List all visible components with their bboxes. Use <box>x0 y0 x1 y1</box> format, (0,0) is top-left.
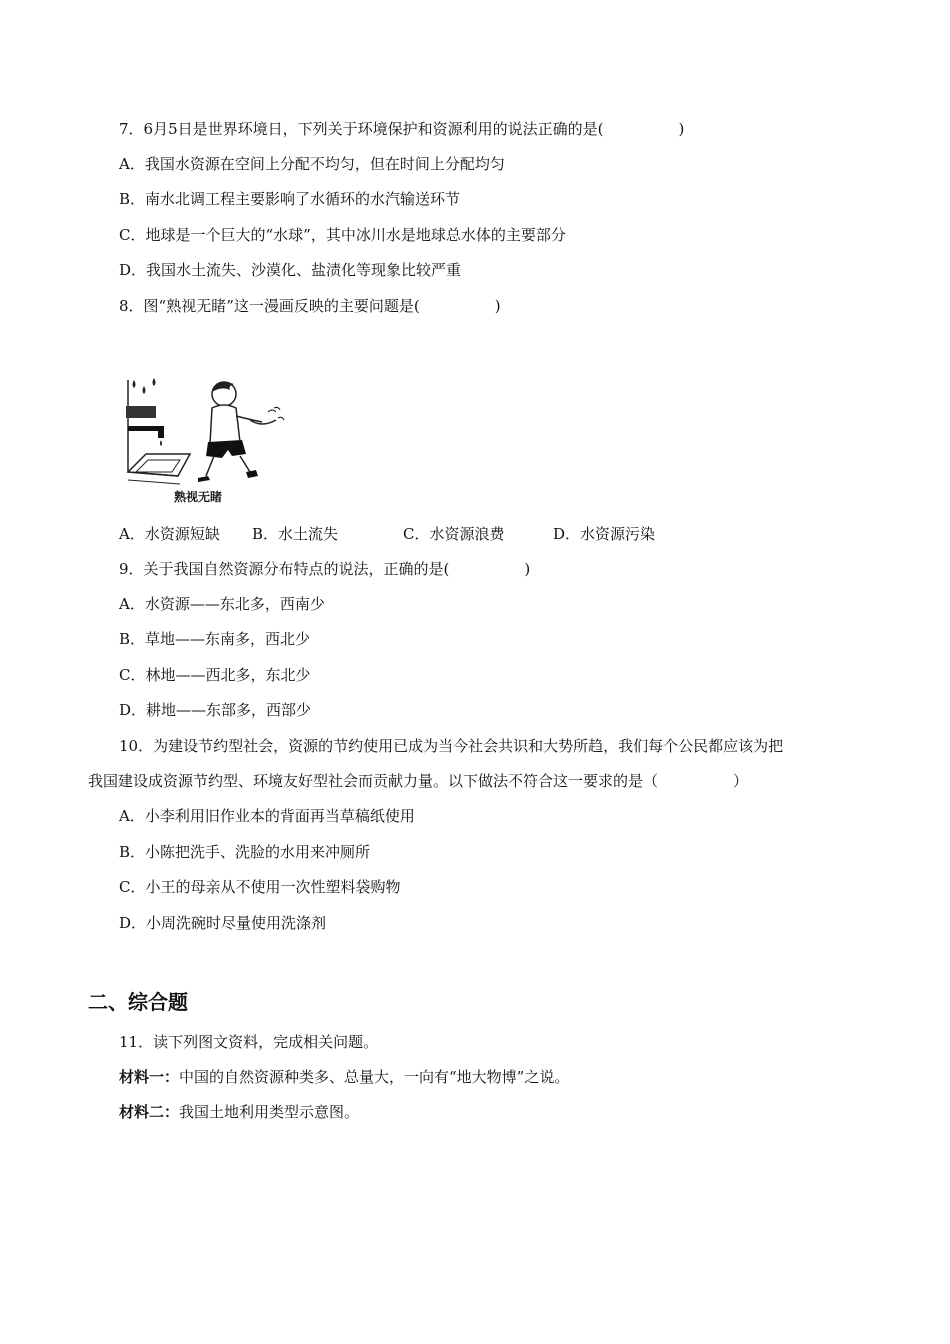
figure-caption: 熟视无睹 <box>174 490 223 504</box>
material-2-label: 材料二： <box>119 1103 180 1121</box>
question-9-stem: 9．关于我国自然资源分布特点的说法，正确的是( ) <box>119 560 531 578</box>
question-8-stem: 8．图“熟视无睹”这一漫画反映的主要问题是( ) <box>119 297 501 315</box>
question-7-stem: 7．6月5日是世界环境日，下列关于环境保护和资源利用的说法正确的是( ) <box>119 120 685 138</box>
material-2 <box>119 1101 359 1123</box>
question-8-options <box>119 523 655 545</box>
faucet-sign-text: 节约用水 <box>129 419 154 426</box>
question-10-stem-line2: 我国建设成资源节约型、环境友好型社会而贡献力量。以下做法不符合这一要求的是（ ） <box>88 772 749 790</box>
material-1-label: 材料一： <box>119 1068 180 1086</box>
material-2-text: 我国土地利用类型示意图。 <box>179 1103 360 1121</box>
question-9-option-c: C．林地——西北多，东北少 <box>119 666 311 684</box>
question-7-option-d: D．我国水土流失、沙漠化、盐渍化等现象比较严重 <box>119 261 462 279</box>
question-8-option-c: C．水资源浪费 <box>403 525 505 543</box>
section-title: 二、综合题 <box>88 990 188 1014</box>
question-7-option-a: A．我国水资源在空间上分配不均匀，但在时间上分配均匀 <box>119 155 505 173</box>
question-8-option-d: D．水资源污染 <box>553 525 656 543</box>
question-11-stem: 11．读下列图文资料，完成相关问题。 <box>119 1033 379 1051</box>
question-9-option-b: B．草地——东南多，西北少 <box>119 630 311 648</box>
material-1-text: 中国的自然资源种类多、总量大，一向有“地大物博”之说。 <box>179 1068 570 1086</box>
question-10-option-b: B．小陈把洗手、洗脸的水用来冲厕所 <box>119 843 371 861</box>
cartoon-figure <box>118 372 288 508</box>
question-7-option-b: B．南水北调工程主要影响了水循环的水汽输送环节 <box>119 190 461 208</box>
question-10-stem-line1: 10．为建设节约型社会，资源的节约使用已成为当今社会共识和大势所趋，我们每个公民都应该为把 <box>119 737 784 755</box>
question-10-option-a: A．小李利用旧作业本的背面再当草稿纸使用 <box>119 807 415 825</box>
question-7-option-c: C．地球是一个巨大的“水球”，其中冰川水是地球总水体的主要部分 <box>119 226 566 244</box>
material-1 <box>119 1066 569 1088</box>
question-8-option-a: A．水资源短缺 <box>119 525 220 543</box>
question-9-option-d: D．耕地——东部多，西部少 <box>119 701 312 719</box>
question-10-option-c: C．小王的母亲从不使用一次性塑料袋购物 <box>119 878 401 896</box>
question-10-option-d: D．小周洗碗时尽量使用洗涤剂 <box>119 914 327 932</box>
question-9-option-a: A．水资源——东北多，西南少 <box>119 595 325 613</box>
question-8-option-b: B．水土流失 <box>252 525 339 543</box>
